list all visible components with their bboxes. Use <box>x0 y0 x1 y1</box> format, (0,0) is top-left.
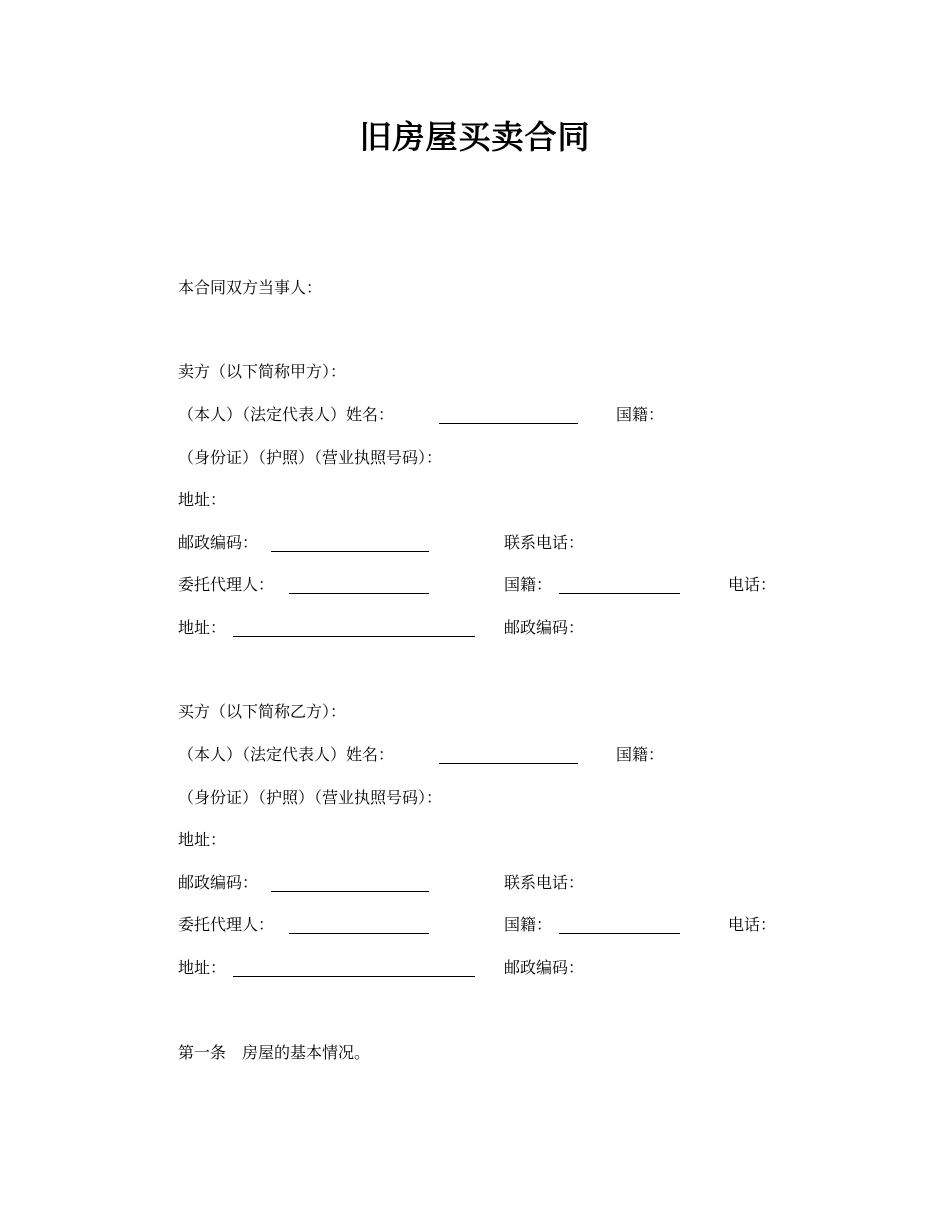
buyer-agent-postcode-label: 邮政编码： <box>504 958 585 977</box>
seller-name-label: （本人）（法定代表人）姓名： <box>178 405 395 424</box>
seller-agent-nationality-label: 国籍： <box>504 575 553 594</box>
seller-agent-address-blank[interactable] <box>233 636 475 637</box>
buyer-address-label: 地址： <box>178 830 227 849</box>
buyer-name-blank[interactable] <box>439 763 578 764</box>
buyer-agent-nationality-label: 国籍： <box>504 915 553 934</box>
buyer-id-label: （身份证）（护照）（营业执照号码）： <box>178 788 443 807</box>
buyer-name-label: （本人）（法定代表人）姓名： <box>178 745 395 764</box>
buyer-agent-label: 委托代理人： <box>178 915 275 934</box>
seller-agent-phone-label: 电话： <box>728 575 777 594</box>
buyer-postcode-label: 邮政编码： <box>178 873 259 892</box>
buyer-agent-phone-label: 电话： <box>728 915 777 934</box>
buyer-agent-blank[interactable] <box>289 933 429 934</box>
seller-postcode-blank[interactable] <box>271 551 429 552</box>
seller-agent-blank[interactable] <box>289 593 429 594</box>
seller-agent-postcode-label: 邮政编码： <box>504 618 585 637</box>
seller-name-blank[interactable] <box>439 423 578 424</box>
parties-intro: 本合同双方当事人： <box>178 278 323 297</box>
buyer-agent-address-blank[interactable] <box>233 976 475 977</box>
buyer-contact-phone-label: 联系电话： <box>504 873 585 892</box>
seller-address-label: 地址： <box>178 490 227 509</box>
buyer-heading: 买方（以下简称乙方）： <box>178 702 347 721</box>
article-1-heading: 第一条 房屋的基本情况。 <box>178 1043 371 1062</box>
seller-contact-phone-label: 联系电话： <box>504 533 585 552</box>
buyer-postcode-blank[interactable] <box>271 891 429 892</box>
seller-heading: 卖方（以下简称甲方）： <box>178 362 347 381</box>
buyer-nationality-label: 国籍： <box>616 745 665 764</box>
seller-agent-label: 委托代理人： <box>178 575 275 594</box>
seller-id-label: （身份证）（护照）（营业执照号码）： <box>178 448 443 467</box>
document-title: 旧房屋买卖合同 <box>359 118 591 156</box>
seller-postcode-label: 邮政编码： <box>178 533 259 552</box>
buyer-agent-address-label: 地址： <box>178 958 227 977</box>
seller-agent-nationality-blank[interactable] <box>559 593 680 594</box>
buyer-agent-nationality-blank[interactable] <box>559 933 680 934</box>
seller-agent-address-label: 地址： <box>178 618 227 637</box>
seller-nationality-label: 国籍： <box>616 405 665 424</box>
